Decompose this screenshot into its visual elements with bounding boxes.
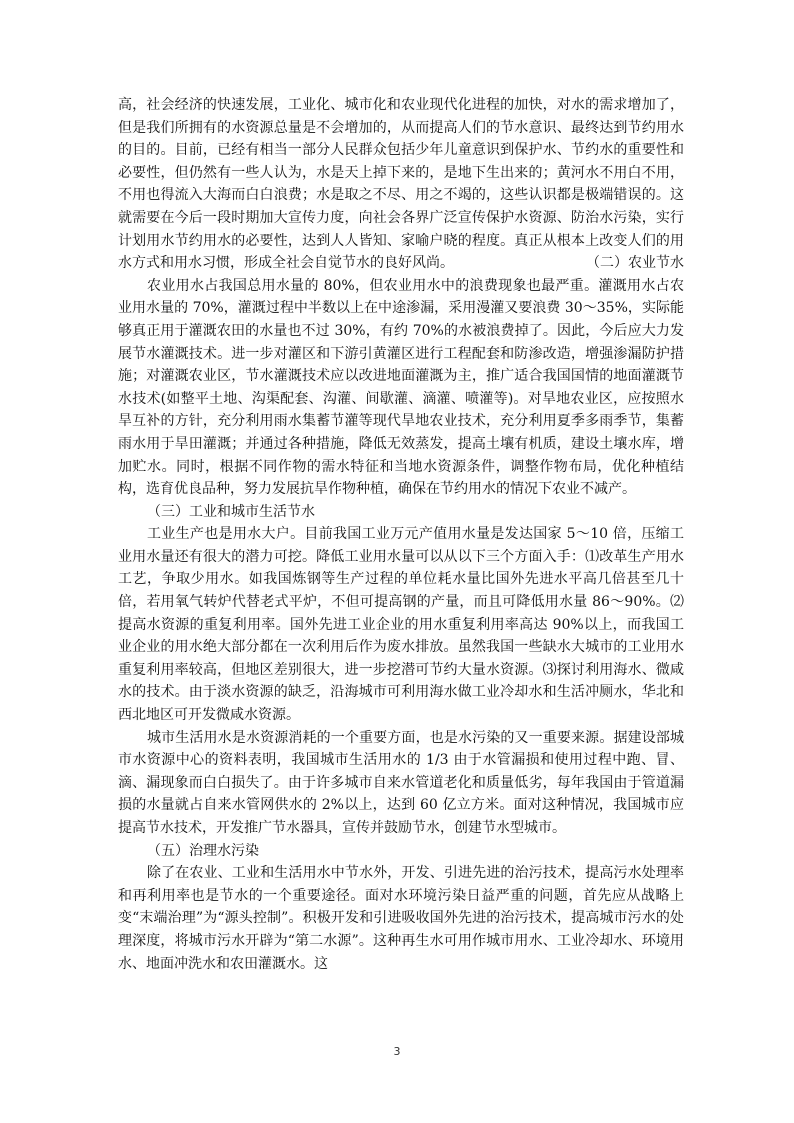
heading-agricultural-water-saving: （二）农业节水	[586, 255, 684, 272]
heading-water-pollution-control: （五）治理水污染	[147, 842, 259, 859]
document-body	[118, 94, 684, 975]
paragraph-water-awareness-text: 高，社会经济的快速发展，工业化、城市化和农业现代化进程的加快，对水的需求增加了，但是我们所拥有的水资源总量是不会增加的，从而提高人们的节水意识、最终达到节约用水的目的。目前，已经有相当一部分人民群众包括少年儿童意识到保护水、节约水的重要性和必要性，但仍然有一些人认为，水是天上掉下来的，是地下生出来的；黄河水不用白不用，不用也得流入大海而白白浪费；水是取之不尽、用之不竭的，这些认识都是极端错误的。这就需要在今后一段时期加大宣传力度，向社会各界广泛宣传保护水资源、防治水污染，实行计划用水节约用水的必要性，达到人人皆知、家喻户晓的程度。真正从根本上改变人们的用水方式和用水习惯，形成全社会自觉节水的良好风尚。	[118, 97, 684, 272]
heading-industrial-urban-water-saving: （三）工业和城市生活节水	[147, 503, 315, 520]
paragraph-urban-domestic-water: 城市生活用水是水资源消耗的一个重要方面，也是水污染的又一重要来源。据建设部城市水资源中心的资料表明，我国城市生活用水的 1/3 由于水管漏损和使用过程中跑、冒、滴、漏现象而白白损失了。由于许多城市自来水管道老化和质量低劣，每年我国由于管道漏损的水量就占自来水管网供水的 2%以上，达到 60 亿立方米。面对这种情况，我国城市应提高节水技术，开发推广节水器具，宣传并鼓励节水，创建节水型城市。	[118, 729, 684, 836]
paragraph-industrial-water-saving: 工业生产也是用水大户。目前我国工业万元产值用水量是发达国家 5～10 倍，压缩工业用水量还有很大的潜力可挖。降低工业用水量可以从以下三个方面入手：⑴改革生产用水工艺，争取少用水。如我国炼钢等生产过程的单位耗水量比国外先进水平高几倍甚至几十倍，若用氧气转炉代替老式平炉，不但可提高钢的产量，而且可降低用水量 86～90%。⑵提高水资源的重复利用率。国外先进工业企业的用水重复利用率高达 90%以上，而我国工业企业的用水绝大部分都在一次利用后作为废水排放。虽然我国一些缺水大城市的工业用水重复利用率较高，但地区差别很大，进一步挖潜可节约大量水资源。⑶探讨利用海水、微咸水的技术。由于淡水资源的缺乏，沿海城市可利用海水做工业冷却水和生活冲厕水，华北和西北地区可开发微咸水资源。	[118, 526, 684, 724]
page-number: 3	[393, 1045, 401, 1058]
paragraph-water-pollution-control: 除了在农业、工业和生活用水中节水外，开发、引进先进的治污技术，提高污水处理率和再利用率也是节水的一个重要途径。面对水环境污染日益严重的问题，首先应从战略上变“末端治理”为“源头控制”。积极开发和引进吸收国外先进的治污技术，提高城市污水的处理深度，将城市污水开辟为“第二水源”。这种再生水可用作城市用水、工业冷却水、环境用水、地面冲洗水和农田灌溉水。这	[118, 865, 684, 972]
paragraph-agricultural-water-saving: 农业用水占我国总用水量的 80%，但农业用水中的浪费现象也最严重。灌溉用水占农业用水量的 70%，灌溉过程中半数以上在中途渗漏，采用漫灌又要浪费 30～35%，实际能够真正用于灌溉农田的水量也不过 30%，有约 70%的水被浪费掉了。因此，今后应大力发展节水灌溉技术。进一步对灌区和下游引黄灌区进行工程配套和防渗改造，增强渗漏防护措施；对灌溉农业区，节水灌溉技术应以改进地面灌溉为主，推广适合我国国情的地面灌溉节水技术(如整平土地、沟渠配套、沟灌、间歇灌、滴灌、喷灌等)。对旱地农业区，应按照水旱互补的方针，充分利用雨水集蓄节灌等现代旱地农业技术，充分利用夏季多雨季节，集蓄雨水用于旱田灌溉；并通过各种措施，降低无效蒸发，提高土壤有机质，建设土壤水库，增加贮水。同时，根据不同作物的需水特征和当地水资源条件，调整作物布局，优化种植结构，选育优良品种，努力发展抗旱作物种植，确保在节约用水的情况下农业不减产。	[118, 277, 684, 498]
paragraph-water-awareness	[118, 94, 684, 275]
